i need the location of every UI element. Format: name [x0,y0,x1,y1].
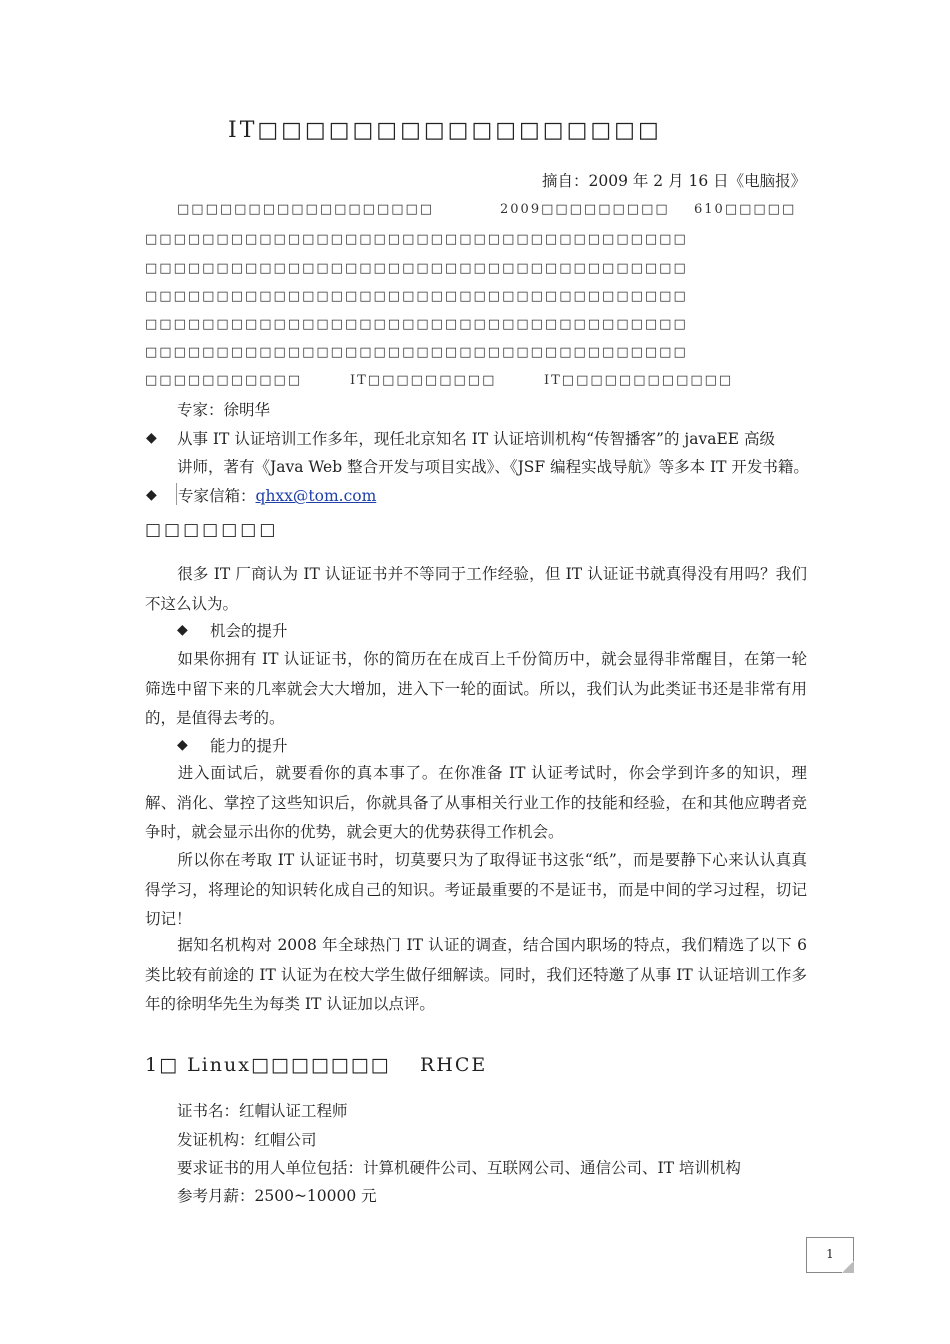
cert-salary: 参考月薪：2500~10000 元 [177,1187,377,1205]
cert-issuer: 发证机构：红帽公司 [177,1131,317,1149]
page-number: 1 [826,1247,834,1261]
intro-line-7a: □□□□□□□□□□□ [145,373,303,388]
intro-line-6: □□□□□□□□□□□□□□□□□□□□□□□□□□□□□□□□□□□□□□ [145,345,688,360]
section-heading-rhce: RHCE [420,1054,488,1076]
intro-line-5: □□□□□□□□□□□□□□□□□□□□□□□□□□□□□□□□□□□□□□ [145,317,688,332]
intro-line-7c: IT□□□□□□□□□□□□ [544,373,734,388]
page-title: IT□□□□□□□□□□□□□□□□□ [228,118,662,143]
text-cursor [176,483,177,505]
cert-employers: 要求证书的用人单位包括：计算机硬件公司、互联网公司、通信公司、IT 培训机构 [177,1159,741,1177]
expert-email-row [178,486,376,506]
page-number-box [806,1237,854,1273]
expert-label: 专家：徐明华 [177,401,271,419]
paragraph-3: 进入面试后，就要看你的真本事了。在你准备 IT 认证考试时，你会学到许多的知识，理解、消化、掌控了这些知识后，你就具备了从事相关行业工作的技能和经验，在和其他应聘者竞争时，就会显示出你的优势，就会更大的优势获得工作机会。 [145,764,807,841]
subheading-opportunity: 机会的提升 [210,622,288,640]
intro-line-2: □□□□□□□□□□□□□□□□□□□□□□□□□□□□□□□□□□□□□□ [145,232,688,247]
paragraph-4: 所以你在考取 IT 认证证书时，切莫要只为了取得证书这张“纸”，而是要静下心来认认真真得学习，将理论的知识转化成自己的知识。考证最重要的不是证书，而是中间的学习过程，切记切记！ [145,851,807,928]
cert-name: 证书名：红帽认证工程师 [177,1102,348,1120]
expert-email-label: 专家信箱： [178,487,256,505]
intro-line-7b: IT□□□□□□□□□ [350,373,497,388]
intro-line-1b: 2009□□□□□□□□□ [500,202,670,217]
subheading-ability: 能力的提升 [210,737,288,755]
bullet-diamond-icon: ◆ [177,737,188,753]
expert-bio-line-1: 从事 IT 认证培训工作多年，现任北京知名 IT 认证培训机构“传智播客”的 javaEE 高级 [177,430,776,448]
paragraph-5: 据知名机构对 2008 年全球热门 IT 认证的调查，结合国内职场的特点，我们精选了以下 6 类比较有前途的 IT 认证为在校大学生做仔细解读。同时，我们还特邀了从事 IT 认证培训工作多年的徐明华先生为每类 IT 认证加以点评。 [145,936,807,1013]
section-heading-linux: 1□ Linux□□□□□□□ [145,1054,391,1076]
intro-line-3: □□□□□□□□□□□□□□□□□□□□□□□□□□□□□□□□□□□□□□ [145,261,688,276]
bullet-diamond-icon: ◆ [146,430,157,446]
bullet-diamond-icon: ◆ [146,487,157,503]
source-line: 摘自：2009 年 2 月 16 日《电脑报》 [542,172,807,190]
paragraph-1: 很多 IT 厂商认为 IT 认证证书并不等同于工作经验，但 IT 认证证书就真得没有用吗？我们不这么认为。 [145,565,807,613]
section-heading: □□□□□□□ [145,520,279,540]
intro-line-1c: 610□□□□□ [694,202,797,217]
bullet-diamond-icon: ◆ [177,622,188,638]
intro-line-4: □□□□□□□□□□□□□□□□□□□□□□□□□□□□□□□□□□□□□□ [145,289,688,304]
expert-email-link[interactable]: qhxx@tom.com [255,487,377,505]
page-fold-corner [842,1261,854,1273]
intro-line-1a: □□□□□□□□□□□□□□□□□□ [177,202,435,217]
paragraph-2: 如果你拥有 IT 认证证书，你的简历在在成百上千份简历中，就会显得非常醒目，在第一轮筛选中留下来的几率就会大大增加，进入下一轮的面试。所以，我们认为此类证书还是非常有用的，是值得去考的。 [145,650,807,727]
expert-bio-line-2: 讲师，著有《Java Web 整合开发与项目实战》、《JSF 编程实战导航》等多本 IT 开发书籍。 [177,458,809,476]
